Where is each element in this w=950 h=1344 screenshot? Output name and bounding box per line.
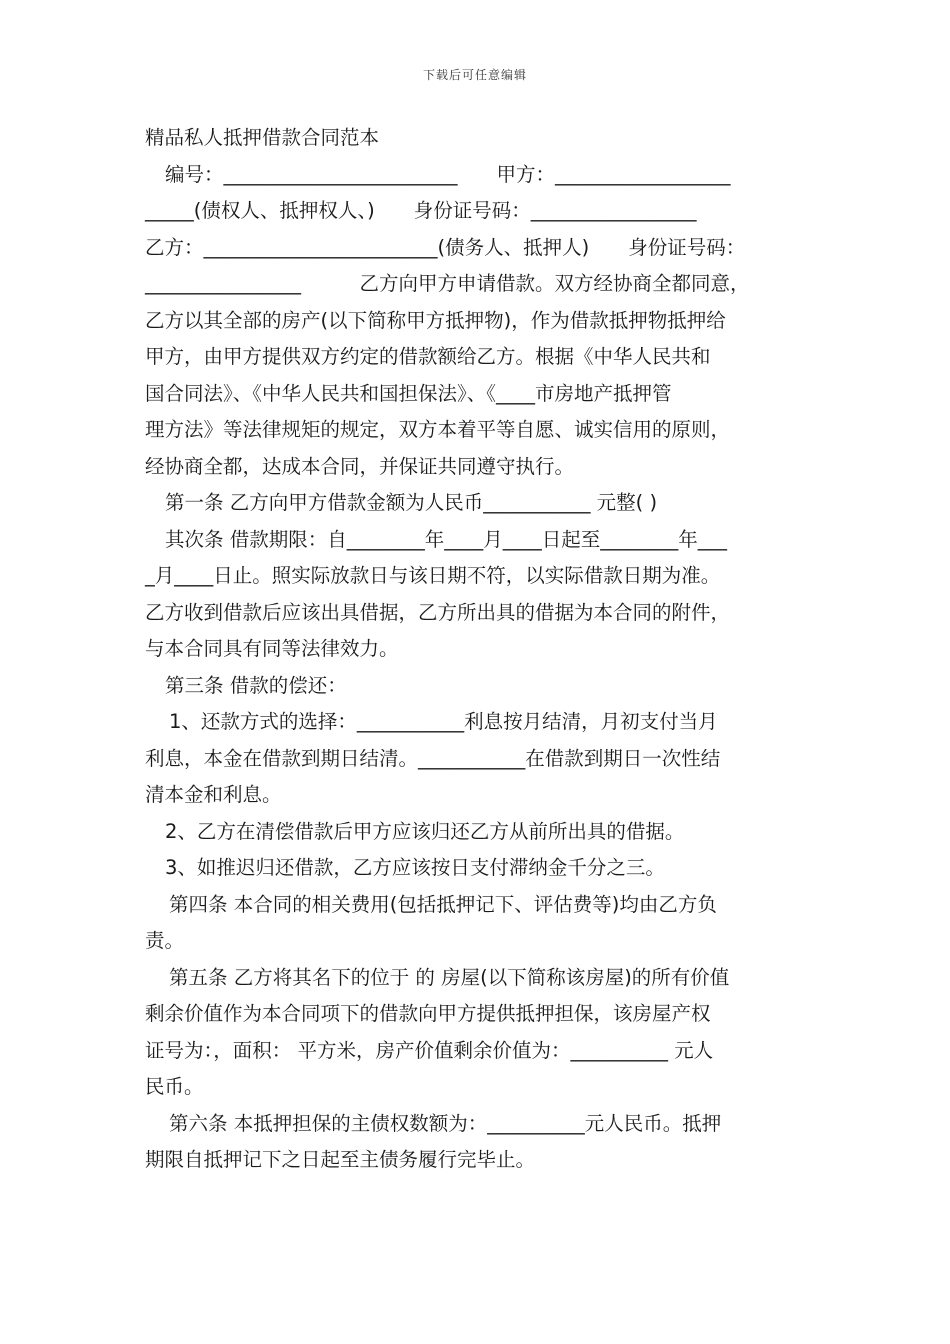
article-3-item-1-line-1: 1、还款方式的选择：___________利息按月结清，月初支付当月	[169, 710, 718, 733]
article-3-item-1-line-2: 利息，本金在借款到期日结清。___________在借款到期日一次性结	[145, 746, 721, 770]
header-note: 下载后可任意编辑	[422, 68, 527, 82]
article-5-line-4: 民币。	[145, 1075, 204, 1098]
article-2-line-3: 乙方收到借款后应该出具借据，乙方所出具的借据为本合同的附件，	[145, 600, 731, 624]
intro-line-1: ________________ 乙方向甲方申请借款。双方经协商全都同意，	[145, 272, 750, 295]
intro-line-2: 乙方以其全部的房产(以下简称甲方抵押物)，作为借款抵押物抵押给	[145, 308, 726, 332]
contract-number-line: 编号：________________________ 甲方：__________________	[165, 162, 731, 186]
party-a-id-line: _____(债权人、抵押权人、) 身份证号码：_________________	[145, 199, 697, 222]
article-5-line-3: 证号为：，面积： 平方米，房产价值剩余价值为：__________ 元人	[145, 1038, 714, 1062]
article-2-line-2: _月____日止。照实际放款日与该日期不符，以实际借款日期为准。	[145, 564, 721, 587]
article-3-item-1-line-3: 清本金和利息。	[145, 783, 282, 806]
article-3-item-3: 3、如推迟归还借款，乙方应该按日支付滞纳金千分之三。	[165, 856, 665, 879]
intro-line-5: 理方法》等法律规矩的规定，双方本着平等自愿、诚实信用的原则，	[145, 418, 731, 441]
article-3-item-2: 2、乙方在清偿借款后甲方应该归还乙方从前所出具的借据。	[165, 819, 685, 843]
document-title: 精品私人抵押借款合同范本	[145, 126, 380, 149]
article-5-line-2: 剩余价值作为本合同项下的借款向甲方提供抵押担保，该房屋产权	[145, 1002, 711, 1025]
intro-line-6: 经协商全都，达成本合同，并保证共同遵守执行。	[145, 454, 575, 478]
article-6-line-1: 第六条 本抵押担保的主债权数额为：__________元人民币。抵押	[169, 1111, 722, 1135]
party-b-line: 乙方：________________________(债务人、抵押人) 身份证号码：	[145, 235, 746, 259]
article-2-line-1: 其次条 借款期限：自________年____月____日起至________年___	[165, 527, 727, 551]
article-4-line-1: 第四条 本合同的相关费用(包括抵押记下、评估费等)均由乙方负	[169, 892, 717, 916]
document-body	[145, 120, 825, 1179]
article-4-line-2: 责。	[145, 929, 185, 952]
article-5-line-1: 第五条 乙方将其名下的位于 的 房屋(以下简称该房屋)的所有价值	[169, 965, 730, 989]
intro-line-3: 甲方，由甲方提供双方约定的借款额给乙方。根据《中华人民共和	[145, 345, 711, 368]
intro-line-4: 国合同法》、《中华人民共和国担保法》、《____市房地产抵押管	[145, 381, 672, 405]
article-2-line-4: 与本合同具有同等法律效力。	[145, 637, 399, 660]
article-3-heading: 第三条 借款的偿还：	[165, 673, 347, 697]
article-1: 第一条 乙方向甲方借款金额为人民币___________ 元整( )	[165, 491, 658, 514]
article-6-line-2: 期限自抵押记下之日起至主债务履行完毕止。	[145, 1148, 536, 1171]
